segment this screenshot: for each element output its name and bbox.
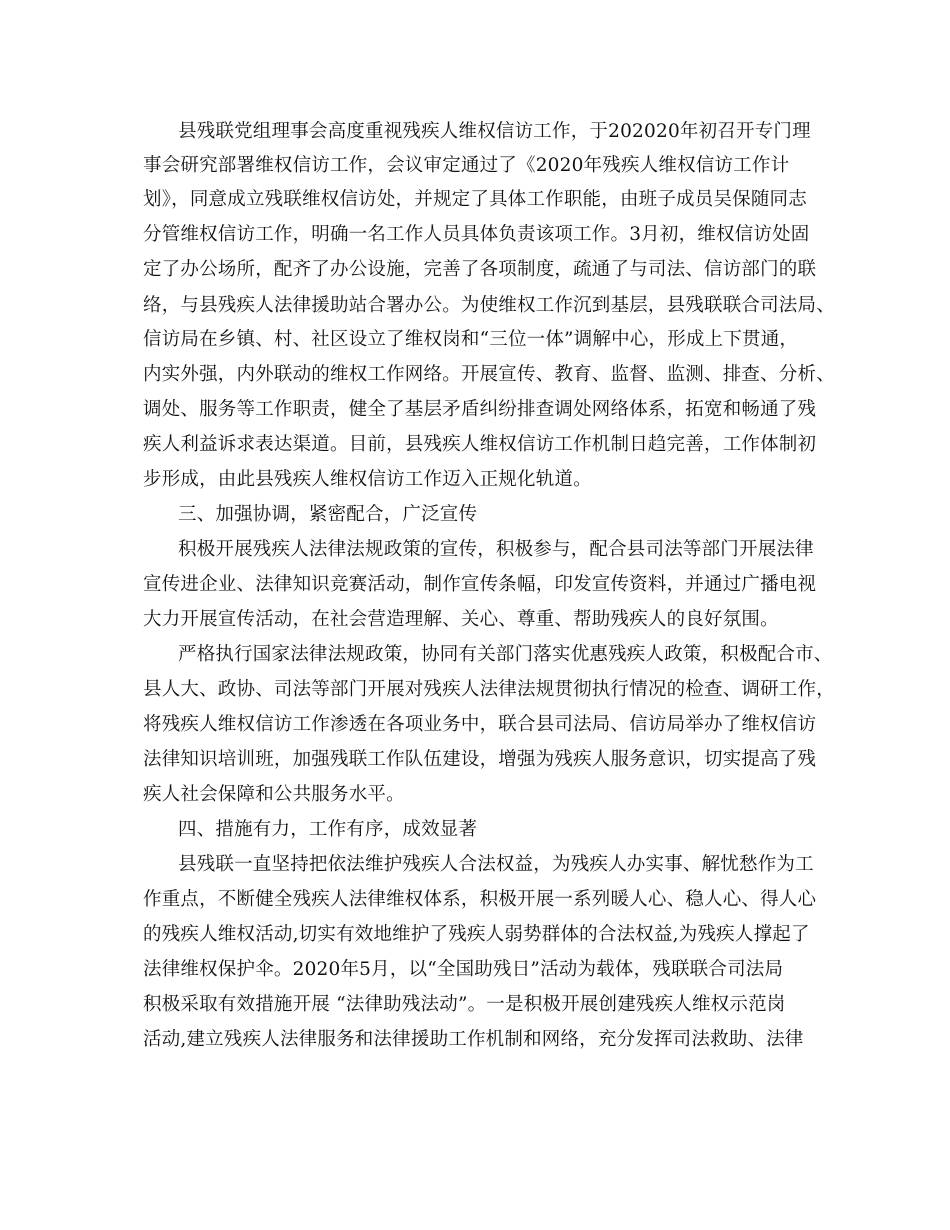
paragraph-line: 疾人社会保障和公共服务水平。 xyxy=(143,784,405,805)
paragraph-line: 法律知识培训班，加强残联工作队伍建设，增强为残疾人服务意识，切实提高了残 xyxy=(143,749,817,770)
paragraph-line: 严格执行国家法律法规政策，协同有关部门落实优惠残疾人政策，积极配合市、 xyxy=(178,644,833,665)
paragraph-line: 的残疾人维权活动,切实有效地维护了残疾人弱势群体的合法权益,为残疾人撑起了 xyxy=(143,924,810,945)
paragraph-line: 县残联一直坚持把依法维护残疾人合法权益，为残疾人办实事、解忧愁作为工 xyxy=(178,854,814,875)
paragraph-line: 步形成，由此县残疾人维权信访工作迈入正规化轨道。 xyxy=(143,469,592,490)
paragraph-line: 积极开展残疾人法律法规政策的宣传，积极参与，配合县司法等部门开展法律 xyxy=(178,539,814,560)
paragraph-line: 调处、服务等工作职责，健全了基层矛盾纠纷排查调处网络体系，拓宽和畅通了残 xyxy=(143,399,817,420)
paragraph-line: 活动,建立残疾人法律服务和法律援助工作机制和网络，充分发挥司法救助、法律 xyxy=(143,1029,804,1050)
paragraph-line: 将残疾人维权信访工作渗透在各项业务中，联合县司法局、信访局举办了维权信访 xyxy=(143,714,817,735)
paragraph-line: 积极采取有效措施开展 “法律助残法动”。一是积极开展创建残疾人维权示范岗 xyxy=(143,994,786,1015)
paragraph-line: 疾人利益诉求表达渠道。目前，县残疾人维权信访工作机制日趋完善，工作体制初 xyxy=(143,434,817,455)
paragraph-line: 法律维权保护伞。2020年5月，以“全国助残日”活动为载体，残联联合司法局 xyxy=(143,959,784,980)
paragraph-line: 事会研究部署维权信访工作，会议审定通过了《2020年残疾人维权信访工作计 xyxy=(143,155,790,176)
paragraph-line: 作重点，不断健全残疾人法律维权体系，积极开展一系列暖人心、稳人心、得人心 xyxy=(143,889,817,910)
section-heading: 四、措施有力，工作有序，成效显著 xyxy=(178,819,478,840)
paragraph-line: 大力开展宣传活动，在社会营造理解、关心、尊重、帮助残疾人的良好氛围。 xyxy=(143,609,779,630)
paragraph-line: 划》，同意成立残联维权信访处，并规定了具体工作职能，由班子成员吴保随同志 xyxy=(143,189,807,210)
paragraph-line: 分管维权信访工作，明确一名工作人员具体负责该项工作。3月初，维权信访处固 xyxy=(143,224,810,245)
paragraph-line: 宣传进企业、法律知识竞赛活动，制作宣传条幅，印发宣传资料，并通过广播电视 xyxy=(143,574,817,595)
section-heading: 三、加强协调，紧密配合，广泛宣传 xyxy=(178,504,478,525)
paragraph-line: 县残联党组理事会高度重视残疾人维权信访工作，于202020年初召开专门理 xyxy=(178,121,811,142)
paragraph-line: 定了办公场所，配齐了办公设施，完善了各项制度，疏通了与司法、信访部门的联 xyxy=(143,259,817,280)
paragraph-line: 络，与县残疾人法律援助站合署办公。为使维权工作沉到基层，县残联联合司法局、 xyxy=(143,295,835,316)
paragraph-line: 县人大、政协、司法等部门开展对残疾人法律法规贯彻执行情况的检查、调研工作， xyxy=(143,679,835,700)
paragraph-line: 内实外强，内外联动的维权工作网络。开展宣传、教育、监督、监测、排查、分析、 xyxy=(143,364,835,385)
paragraph-line: 信访局在乡镇、村、社区设立了维权岗和“三位一体”调解中心，形成上下贯通， xyxy=(143,329,799,350)
